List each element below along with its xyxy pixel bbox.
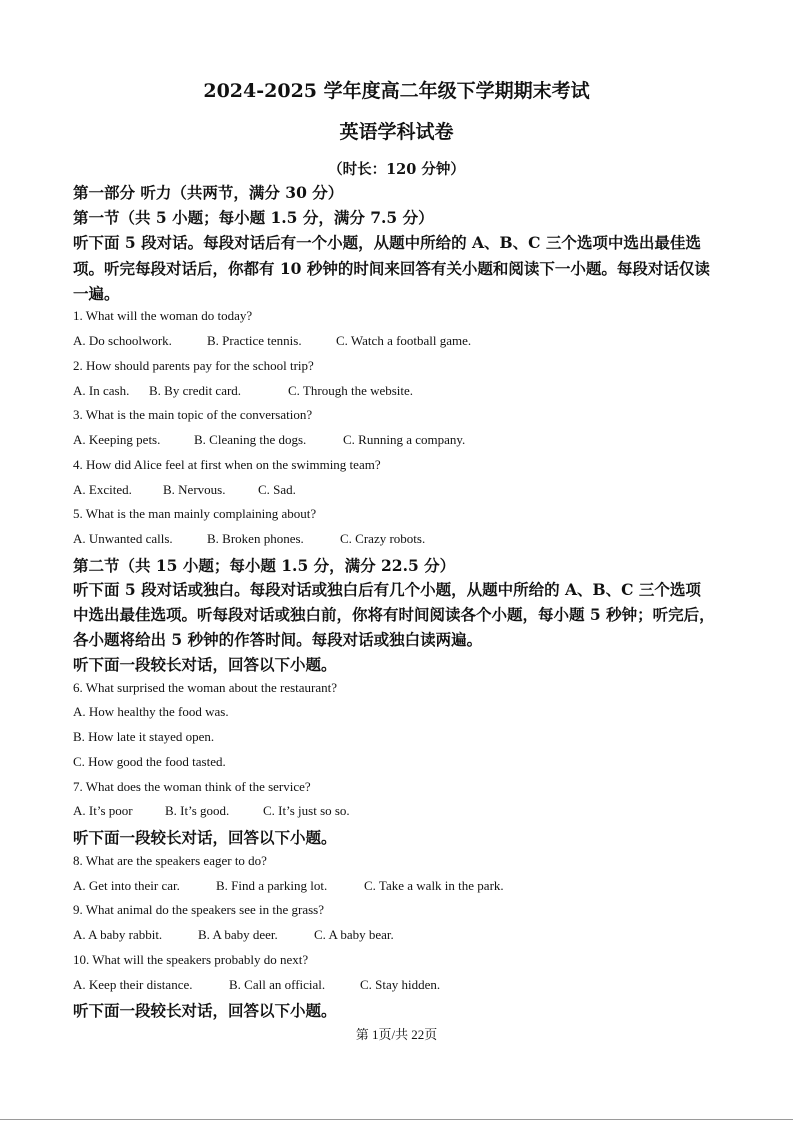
option-b: B. A baby deer. xyxy=(198,927,278,942)
option-c: C. Watch a football game. xyxy=(336,333,472,348)
question-9-options xyxy=(73,927,394,943)
option-b: B. Practice tennis. xyxy=(207,333,302,348)
section1-instruction-line: 一遍。 xyxy=(73,284,120,303)
question-6: 6. What surprised the woman about the restaurant? xyxy=(73,680,338,695)
option-c: C. A baby bear. xyxy=(314,927,394,942)
question-7: 7. What does the woman think of the service? xyxy=(73,779,311,794)
section2-instruction-line: 听下面 5 段对话或独白。每段对话或独白后有几个小题，从题中所给的 A、B、C 三个选项 xyxy=(73,580,701,599)
option-b: B. Cleaning the dogs. xyxy=(194,432,307,447)
option-b: B. By credit card. xyxy=(149,383,242,398)
option-c: C. Stay hidden. xyxy=(360,977,441,992)
option-a: A. Keep their distance. xyxy=(73,977,193,992)
option-c: C. Through the website. xyxy=(288,383,414,398)
option-b: B. Nervous. xyxy=(163,482,226,497)
section2-instruction-line: 各小题将给出 5 秒钟的作答时间。每段对话或独白读两遍。 xyxy=(73,630,483,649)
question-1-options xyxy=(73,333,472,349)
option-a: A. It’s poor xyxy=(73,803,133,818)
option-a: A. In cash. xyxy=(73,383,130,398)
option-c: C. Sad. xyxy=(258,482,296,497)
option-a: A. Get into their car. xyxy=(73,878,180,893)
option-b: B. It’s good. xyxy=(165,803,230,818)
duration-label: （时长：120 分钟） xyxy=(328,161,465,178)
option-a: A. A baby rabbit. xyxy=(73,927,163,942)
option-b: B. Call an official. xyxy=(229,977,326,992)
question-4-options xyxy=(73,482,296,498)
question-3-options xyxy=(73,432,466,448)
dialogue-prompt: 听下面一段较长对话，回答以下小题。 xyxy=(73,655,337,674)
exam-title: 2024-2025 学年度高二年级下学期期末考试 xyxy=(203,80,590,102)
question-10: 10. What will the speakers probably do next? xyxy=(73,952,309,967)
question-4: 4. How did Alice feel at first when on the swimming team? xyxy=(73,457,381,472)
option-b: B. Broken phones. xyxy=(207,531,304,546)
option-c: C. Crazy robots. xyxy=(340,531,426,546)
question-5-options xyxy=(73,531,426,547)
section1-heading: 第一节（共 5 小题；每小题 1.5 分，满分 7.5 分） xyxy=(73,208,434,227)
question-6-option-b: B. How late it stayed open. xyxy=(73,729,215,744)
option-a: A. Excited. xyxy=(73,482,132,497)
page-bottom-divider xyxy=(0,1119,793,1120)
question-7-options xyxy=(73,803,350,819)
option-c: C. Take a walk in the park. xyxy=(364,878,504,893)
question-2-options xyxy=(73,383,414,399)
question-10-options xyxy=(73,977,441,993)
section1-instruction-line: 项。听完每段对话后，你都有 10 秒钟的时间来回答有关小题和阅读下一小题。每段对话仅读 xyxy=(73,259,710,278)
subject-title: 英语学科试卷 xyxy=(339,121,454,143)
part1-heading: 第一部分 听力（共两节，满分 30 分） xyxy=(73,183,344,202)
question-8: 8. What are the speakers eager to do? xyxy=(73,853,267,868)
option-c: C. It’s just so so. xyxy=(263,803,350,818)
question-5: 5. What is the man mainly complaining about? xyxy=(73,506,317,521)
section2-instruction-line: 中选出最佳选项。听每段对话或独白前，你将有时间阅读各个小题，每小题 5 秒钟；听完后， xyxy=(73,605,715,624)
question-3: 3. What is the main topic of the conversation? xyxy=(73,407,313,422)
option-c: C. Running a company. xyxy=(343,432,466,447)
question-8-options xyxy=(73,878,504,894)
question-6-option-c: C. How good the food tasted. xyxy=(73,754,226,769)
question-2: 2. How should parents pay for the school trip? xyxy=(73,358,314,373)
option-b: B. Find a parking lot. xyxy=(216,878,328,893)
option-a: A. Do schoolwork. xyxy=(73,333,172,348)
section1-instruction-line: 听下面 5 段对话。每段对话后有一个小题，从题中所给的 A、B、C 三个选项中选出最佳选 xyxy=(73,233,701,252)
question-1: 1. What will the woman do today? xyxy=(73,308,253,323)
option-a: A. Keeping pets. xyxy=(73,432,161,447)
dialogue-prompt: 听下面一段较长对话，回答以下小题。 xyxy=(73,828,337,847)
question-9: 9. What animal do the speakers see in the grass? xyxy=(73,902,325,917)
page-number: 第 1页/共 22页 xyxy=(355,1027,438,1042)
dialogue-prompt: 听下面一段较长对话，回答以下小题。 xyxy=(73,1001,337,1020)
question-6-option-a: A. How healthy the food was. xyxy=(73,704,229,719)
section2-heading: 第二节（共 15 小题；每小题 1.5 分，满分 22.5 分） xyxy=(73,556,456,575)
option-a: A. Unwanted calls. xyxy=(73,531,173,546)
